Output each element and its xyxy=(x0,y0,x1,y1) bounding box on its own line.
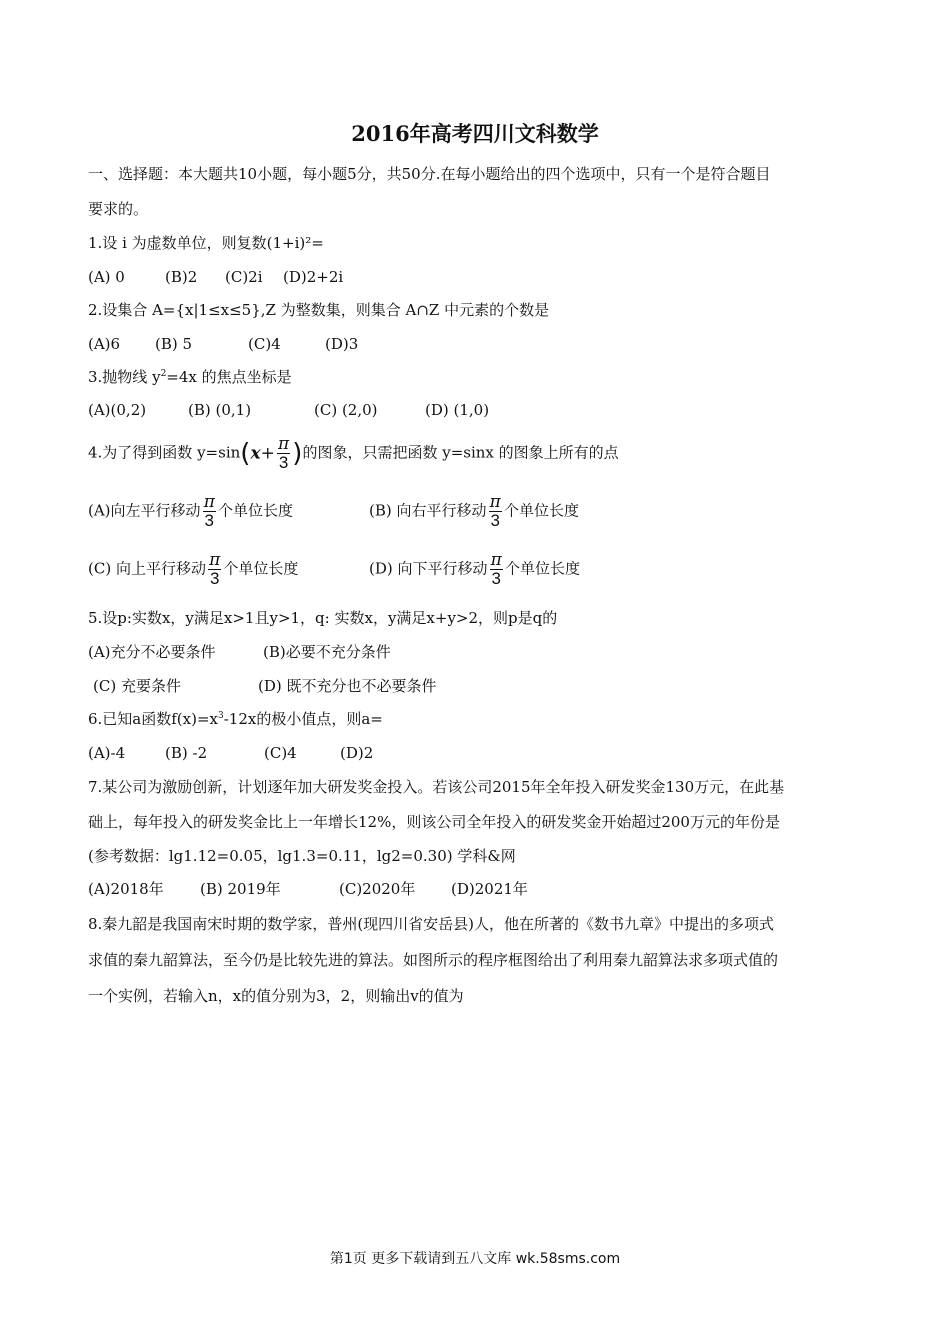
q3-option-c: (C) (2,0) xyxy=(314,401,378,419)
q4-option-c-fraction: $\frac{\pi}{3}$ xyxy=(209,550,221,588)
q4-option-d-prefix: (D) 向下平行移动 xyxy=(369,559,488,578)
q4-fraction xyxy=(277,436,290,471)
q2-option-a: (A)6 xyxy=(88,335,121,353)
question-8-line-1: 8.秦九韶是我国南宋时期的数学家，普州(现四川省安岳县)人，他在所著的《数书九章》中提出的多项式 xyxy=(88,915,775,933)
q4-option-c-prefix: (C) 向上平行移动 xyxy=(88,559,206,578)
q4-option-d-fraction: $\frac{\pi}{3}$ xyxy=(490,550,502,588)
q5-option-b: (B)必要不充分条件 xyxy=(263,643,391,661)
q2-option-b: (B) 5 xyxy=(155,335,193,353)
q4-option-a-prefix: (A)向左平行移动 xyxy=(88,501,201,520)
question-7-line-1: 7.某公司为激励创新，计划逐年加大研发奖金投入。若该公司2015年全年投入研发奖金130万元，在此基 xyxy=(88,778,785,796)
q3-stem-post: =4x 的焦点坐标是 xyxy=(166,368,292,386)
q4-fraction-numerator: π xyxy=(277,434,290,454)
question-8-line-3: 一个实例，若输入n，x的值分别为3，2，则输出v的值为 xyxy=(88,987,464,1005)
page-title: 2016年高考四川文科数学 xyxy=(351,121,599,146)
q4-option-b xyxy=(369,494,579,529)
q7-option-a: (A)2018年 xyxy=(88,880,164,898)
q4-var-x: x xyxy=(250,443,261,464)
q3-stem-pre: 3.抛物线 y xyxy=(88,368,161,386)
q6-stem-post: -12x的极小值点，则a= xyxy=(223,710,383,728)
q3-option-b: (B) (0,1) xyxy=(188,401,252,419)
question-6-stem xyxy=(88,708,383,730)
q4-plus: + xyxy=(260,443,275,464)
q1-option-d: (D)2+2i xyxy=(283,268,344,286)
q6-exponent: 3 xyxy=(218,711,224,721)
q6-option-c: (C)4 xyxy=(264,744,297,762)
q6-stem-pre: 6.已知a函数f(x)=x xyxy=(88,710,218,728)
page-footer: 第1页 更多下载请到五八文库 wk.58sms.com xyxy=(329,1251,621,1267)
q3-exponent: 2 xyxy=(160,369,167,379)
q4-option-c xyxy=(88,552,298,587)
q5-option-d: (D) 既不充分也不必要条件 xyxy=(258,677,437,695)
q2-option-c: (C)4 xyxy=(248,335,281,353)
question-7-line-3: (参考数据：lg1.12=0.05，lg1.3=0.11，lg2=0.30) 学科&网 xyxy=(88,847,516,865)
q5-option-a: (A)充分不必要条件 xyxy=(88,643,216,661)
question-3-stem xyxy=(88,366,292,388)
q2-option-d: (D)3 xyxy=(325,335,359,353)
q5-option-c: (C) 充要条件 xyxy=(93,677,181,695)
q4-stem-pre: 4.为了得到函数 y=sin xyxy=(88,443,241,462)
q7-option-c: (C)2020年 xyxy=(339,880,416,898)
q6-option-d: (D)2 xyxy=(340,744,374,762)
question-5-stem: 5.设p:实数x，y满足x>1且y>1，q: 实数x，y满足x+y>2，则p是q的 xyxy=(88,609,558,627)
q4-option-b-suffix: 个单位长度 xyxy=(503,501,579,520)
q3-option-a: (A)(0,2) xyxy=(88,401,147,419)
q1-option-c: (C)2i xyxy=(225,268,263,286)
q4-option-a-suffix: 个单位长度 xyxy=(218,501,294,520)
q4-fraction-denominator: 3 xyxy=(278,453,289,472)
q4-stem-post: 的图象，只需把函数 y=sinx 的图象上所有的点 xyxy=(302,443,619,462)
q7-option-d: (D)2021年 xyxy=(451,880,528,898)
q4-option-a-fraction: $\frac{\pi}{3}$ xyxy=(203,492,215,530)
question-2-stem: 2.设集合 A={x|1≤x≤5},Z 为整数集，则集合 A∩Z 中元素的个数是 xyxy=(88,301,550,319)
question-7-line-2: 础上，每年投入的研发奖金比上一年增长12%，则该公司全年投入的研发奖金开始超过200万元的年份是 xyxy=(88,813,780,831)
question-4-stem: 4.为了得到函数 y=sin(x+ $\frac{\pi}{3}$ )的图象，只需把函数 y=sinx 的图象上所有的点 xyxy=(88,434,619,472)
section-intro-line-1: 一、选择题：本大题共10小题，每小题5分，共50分.在每小题给出的四个选项中，只有一个是符合题目 xyxy=(88,165,771,183)
q4-option-a xyxy=(88,494,293,529)
q3-option-d: (D) (1,0) xyxy=(425,401,490,419)
q4-option-d xyxy=(369,552,580,587)
q4-option-b-fraction: $\frac{\pi}{3}$ xyxy=(489,492,501,530)
q6-option-b: (B) -2 xyxy=(165,744,208,762)
q4-option-b-prefix: (B) 向右平行移动 xyxy=(369,501,487,520)
q7-option-b: (B) 2019年 xyxy=(200,880,281,898)
q6-option-a: (A)-4 xyxy=(88,744,126,762)
q4-option-d-suffix: 个单位长度 xyxy=(504,559,580,578)
q1-option-b: (B)2 xyxy=(165,268,198,286)
q4-option-c-suffix: 个单位长度 xyxy=(223,559,299,578)
section-intro-line-2: 要求的。 xyxy=(88,200,149,218)
question-1-stem: 1.设 i 为虚数单位，则复数(1+i)²= xyxy=(88,234,324,252)
question-8-line-2: 求值的秦九韶算法，至今仍是比较先进的算法。如图所示的程序框图给出了利用秦九韶算法求多项式值的 xyxy=(88,951,779,969)
q1-option-a: (A) 0 xyxy=(88,268,125,286)
